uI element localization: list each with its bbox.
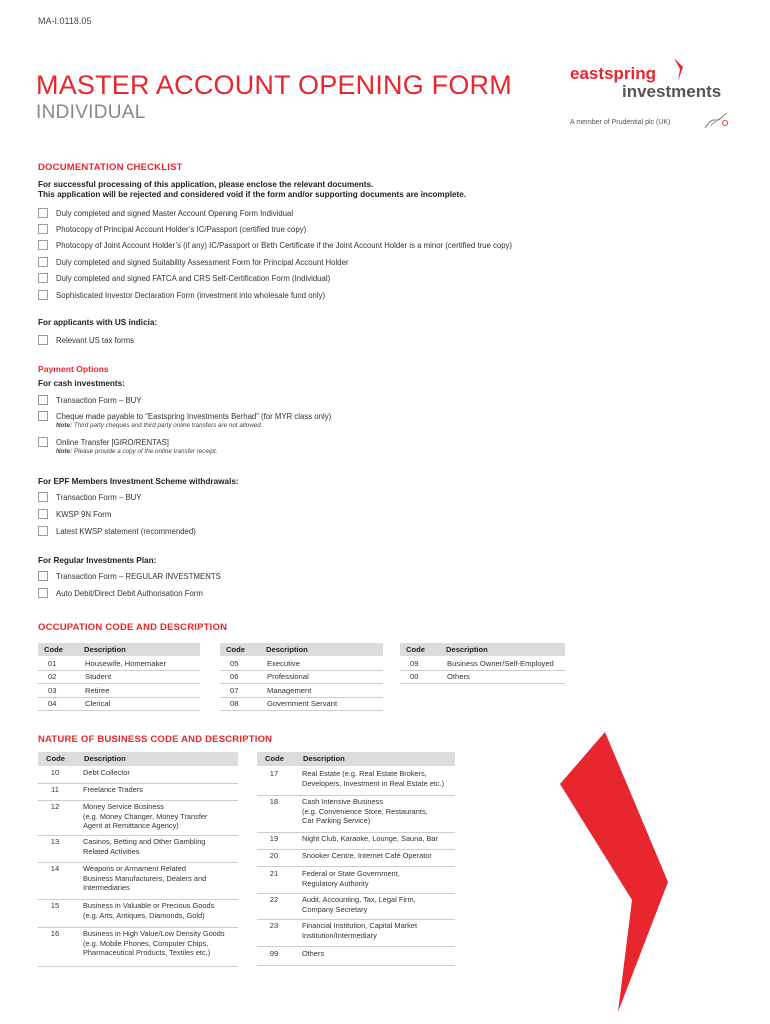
checklist-item-label: Cheque made payable to “Eastspring Investments Berhad” (for MYR class only)	[56, 411, 332, 421]
checkbox[interactable]	[38, 437, 48, 447]
business-code: 18	[269, 797, 279, 806]
business-code: 13	[50, 837, 60, 846]
business-description: Others	[302, 949, 325, 958]
business-description: Business in Valuable or Precious Goods (e.g. Arts, Antiques, Diamonds, Gold)	[83, 901, 215, 920]
business-description: Real Estate (e.g. Real Estate Brokers, Developers, Investment in Real Estate etc.)	[302, 769, 445, 788]
business-description: Night Club, Karaoke, Lounge, Sauna, Bar	[302, 834, 438, 843]
online-note	[56, 448, 217, 455]
checklist-heading: DOCUMENTATION CHECKLIST	[38, 162, 183, 173]
occupation-description: Clerical	[85, 699, 111, 709]
code-header: Code	[265, 754, 284, 763]
business-description: Money Service Business (e.g. Money Changer, Money Transfer Agent at Remittance Agency)	[83, 802, 208, 831]
business-code: 15	[50, 901, 60, 910]
business-description: Cash Intensive Business (e.g. Convenience Store, Restaurants, Car Parking Service)	[302, 797, 428, 826]
occupation-code: 04	[48, 699, 57, 709]
description-header: Description	[446, 645, 488, 654]
checklist-item-label: Transaction Form – REGULAR INVESTMENTS	[56, 571, 221, 581]
checkbox[interactable]	[38, 571, 48, 581]
occupation-code: 08	[230, 699, 239, 709]
logo-text-bottom: investments	[622, 82, 722, 101]
checklist-item[interactable]	[38, 333, 134, 347]
checklist-item-label: Auto Debit/Direct Debit Authorisation Form	[56, 588, 203, 598]
checklist-item-label: Relevant US tax forms	[56, 335, 134, 345]
business-description: Financial Institution, Capital Market Institution/Intermediary	[302, 921, 418, 940]
occupation-description: Business Owner/Self-Employed	[447, 659, 554, 668]
checklist-item[interactable]	[38, 288, 325, 302]
cheque-note	[56, 422, 263, 429]
business-code: 16	[50, 929, 60, 938]
row-divider	[257, 866, 455, 867]
occupation-code: 01	[48, 659, 57, 668]
code-header: Code	[226, 645, 245, 654]
note-text: Third party cheques and third party online transfers are not allowed.	[73, 422, 263, 429]
code-header: Code	[46, 754, 65, 763]
us-indicia-heading: For applicants with US indicia:	[38, 318, 158, 327]
checklist-item[interactable]	[38, 569, 221, 583]
checklist-item-label: Duly completed and signed Master Account Opening Form Individual	[56, 208, 294, 218]
occupation-description: Student	[85, 672, 112, 682]
note-label: Note:	[56, 422, 73, 429]
logo-text-top: eastspring	[570, 64, 656, 83]
checklist-item[interactable]	[38, 409, 331, 423]
checkbox[interactable]	[38, 411, 48, 421]
row-divider	[38, 862, 238, 863]
row-divider	[257, 795, 455, 796]
row-divider	[38, 697, 200, 698]
row-divider	[38, 683, 200, 684]
checklist-item-label: Sophisticated Investor Declaration Form (investment into wholesale fund only)	[56, 290, 326, 300]
prudential-emblem-icon	[703, 110, 731, 130]
business-table-header	[38, 752, 238, 766]
row-divider	[257, 946, 455, 947]
checkbox[interactable]	[38, 509, 48, 519]
checkbox[interactable]	[38, 240, 48, 250]
business-description: Federal or State Government, Regulatory Authority	[302, 869, 400, 888]
checklist-item-label: Transaction Form – BUY	[56, 492, 142, 502]
occupation-table-header	[220, 643, 383, 656]
occupation-code: 00	[410, 672, 419, 682]
row-divider	[400, 670, 565, 671]
business-code: 21	[269, 869, 279, 878]
occupation-description: Retiree	[85, 685, 110, 695]
checklist-item[interactable]	[38, 507, 111, 521]
form-id: MA-I.0118.05	[38, 16, 92, 26]
checkbox[interactable]	[38, 588, 48, 598]
business-description: Snooker Centre, Internet Café Operator	[302, 851, 432, 860]
business-code: 99	[269, 949, 279, 958]
row-divider	[38, 966, 238, 967]
checklist-item[interactable]	[38, 222, 306, 236]
checklist-item-label: Transaction Form – BUY	[56, 395, 142, 405]
checkbox[interactable]	[38, 257, 48, 267]
business-code: 12	[50, 802, 60, 811]
checklist-item-label: Latest KWSP statement (recommended)	[56, 526, 196, 536]
description-header: Description	[84, 754, 126, 763]
checklist-item-label: Duly completed and signed Suitability Assessment Form for Principal Account Holder	[56, 257, 349, 267]
business-description: Audit, Accounting, Tax, Legal Firm, Company Secretary	[302, 895, 416, 914]
note-label: Note:	[56, 448, 73, 455]
business-code: 10	[50, 768, 60, 777]
row-divider	[38, 783, 238, 784]
row-divider	[38, 670, 200, 671]
occupation-code: 03	[48, 685, 57, 695]
business-heading: NATURE OF BUSINESS CODE AND DESCRIPTION	[38, 734, 273, 745]
occupation-code: 09	[410, 659, 419, 668]
checkbox[interactable]	[38, 273, 48, 283]
epf-heading: For EPF Members Investment Scheme withdrawals:	[38, 477, 239, 486]
member-text: A member of Prudential plc (UK)	[570, 119, 671, 126]
business-code: 11	[51, 785, 59, 794]
row-divider	[38, 927, 238, 928]
business-description: Casinos, Betting and Other Gambling Related Activities	[83, 837, 206, 856]
checklist-item[interactable]	[38, 490, 142, 504]
row-divider	[257, 965, 455, 966]
code-header: Code	[44, 645, 63, 654]
checkbox[interactable]	[38, 335, 48, 345]
row-divider	[257, 919, 455, 920]
checkbox[interactable]	[38, 526, 48, 536]
occupation-description: Government Servant	[267, 699, 338, 709]
row-divider	[257, 893, 455, 894]
occupation-code: 06	[230, 672, 239, 682]
checklist-item[interactable]	[38, 435, 169, 449]
business-code: 20	[269, 851, 279, 860]
occupation-description: Executive	[267, 659, 300, 668]
business-code: 23	[269, 921, 279, 930]
note-text: Please provide a copy of the online transfer receipt.	[73, 448, 218, 455]
page-title: MASTER ACCOUNT OPENING FORM	[36, 70, 512, 100]
description-header: Description	[266, 645, 308, 654]
business-code: 22	[269, 895, 279, 904]
occupation-description: Others	[447, 672, 470, 682]
occupation-code: 05	[230, 659, 239, 668]
row-divider	[400, 683, 565, 684]
checklist-item-label: Duly completed and signed FATCA and CRS Self-Certification Form (Individual)	[56, 273, 331, 283]
checkbox[interactable]	[38, 492, 48, 502]
business-description: Business in High Value/Low Density Goods (e.g. Mobile Phones, Computer Chips, Pharmaceutical Products, Textiles etc.)	[83, 929, 225, 958]
checklist-item[interactable]	[38, 255, 349, 269]
occupation-description: Management	[267, 685, 312, 695]
checklist-item[interactable]	[38, 393, 142, 407]
rip-heading: For Regular Investments Plan:	[38, 556, 157, 565]
row-divider	[38, 710, 200, 711]
payment-options-heading: Payment Options	[38, 364, 109, 374]
business-description: Weapons or Armament Related Business Manufacturers, Dealers and Intermediaries	[83, 864, 207, 893]
checkbox[interactable]	[38, 224, 48, 234]
checkbox[interactable]	[38, 395, 48, 405]
business-code: 19	[269, 834, 279, 843]
business-code: 14	[50, 864, 60, 873]
code-header: Code	[406, 645, 425, 654]
business-code: 17	[269, 769, 279, 778]
checklist-item[interactable]	[38, 586, 203, 600]
checklist-item[interactable]	[38, 206, 293, 220]
business-table-header	[257, 752, 455, 766]
description-header: Description	[303, 754, 345, 763]
checkbox[interactable]	[38, 208, 48, 218]
occupation-code: 07	[230, 685, 239, 695]
row-divider	[38, 899, 238, 900]
occupation-code: 02	[48, 672, 57, 682]
checklist-item-label: Photocopy of Joint Account Holder’s (if any) IC/Passport or Birth Certificate if the Joint Account Holder is a minor (certified true copy)	[56, 240, 513, 250]
cash-investments-heading: For cash investments:	[38, 379, 125, 388]
row-divider	[257, 832, 455, 833]
occupation-heading: OCCUPATION CODE AND DESCRIPTION	[38, 622, 228, 633]
checklist-item-label: KWSP 9N Form	[56, 509, 112, 519]
business-description: Freelance Traders	[83, 785, 143, 794]
checklist-item-label: Photocopy of Principal Account Holder’s IC/Passport (certified true copy)	[56, 224, 307, 234]
decorative-chevron-shape	[560, 732, 670, 1012]
row-divider	[220, 710, 383, 711]
occupation-description: Professional	[267, 672, 309, 682]
checklist-intro-1: For successful processing of this application, please enclose the relevant documents.	[38, 180, 374, 189]
page-subtitle: INDIVIDUAL	[36, 102, 146, 123]
checklist-item-label: Online Transfer [GIRO/RENTAS]	[56, 437, 169, 447]
checkbox[interactable]	[38, 290, 48, 300]
checklist-item[interactable]	[38, 271, 330, 285]
business-description: Debt Collector	[83, 768, 130, 777]
row-divider	[257, 849, 455, 850]
row-divider	[38, 835, 238, 836]
checklist-item[interactable]	[38, 524, 196, 538]
occupation-description: Housewife, Homemaker	[85, 659, 167, 668]
row-divider	[38, 800, 238, 801]
checklist-item[interactable]	[38, 238, 512, 252]
occupation-table-header	[400, 643, 565, 656]
chevron-logo-icon	[671, 58, 687, 82]
description-header: Description	[84, 645, 126, 654]
occupation-table-header	[38, 643, 200, 656]
checklist-intro-2: This application will be rejected and considered void if the form and/or supporting documents are incomplete.	[38, 190, 467, 199]
